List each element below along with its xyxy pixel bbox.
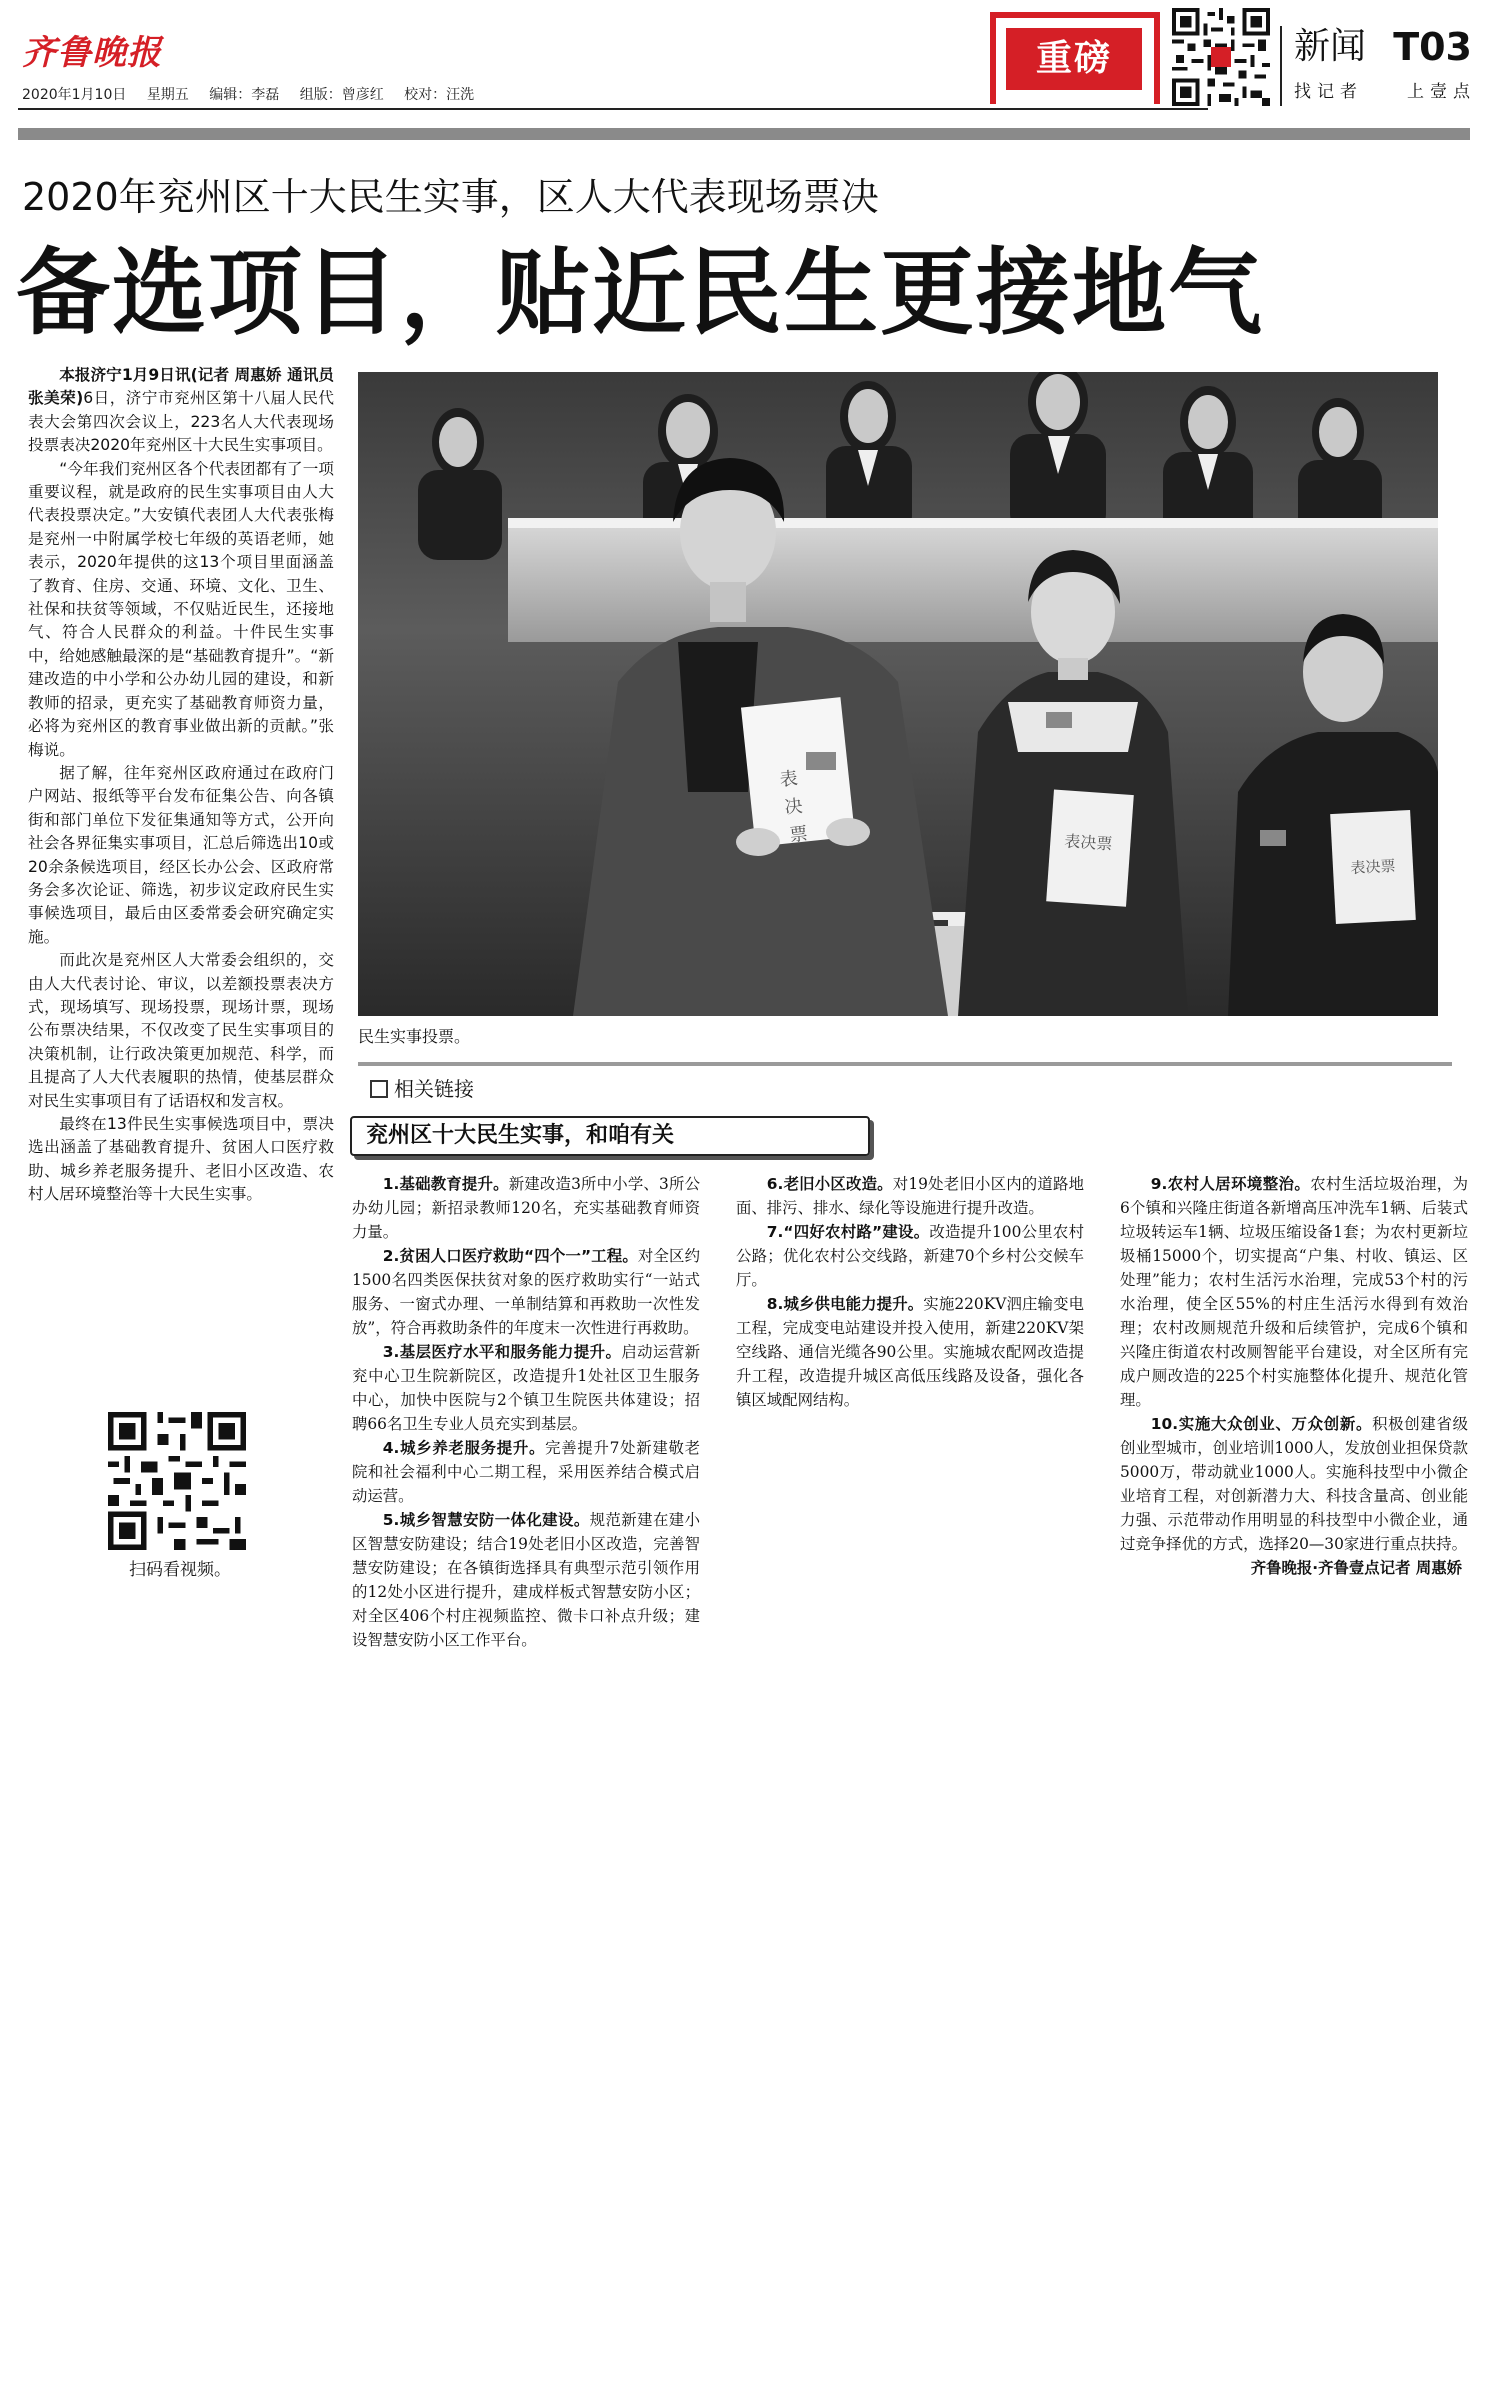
newspaper-logo: 齐鲁晚报 xyxy=(22,33,162,73)
article-paragraph: 而此次是兖州区人大常委会组织的，交由人大代表讨论、审议，以差额投票表决方式，现场填写、现场投票，现场计票，现场公布票决结果，不仅改变了民生实事项目的决策机制，让行政决策更加规范、科学，而且提高了人大代表履职的热情，使基层群众对民生实事项目有了话语权和发言权。 xyxy=(28,951,334,1110)
video-qr-code-icon[interactable] xyxy=(108,1412,246,1550)
main-headline: 备选项目，贴近民生更接地气 xyxy=(16,239,1265,348)
article-paragraph: 据了解，往年兖州区政府通过在政府门户网站、报纸等平台发布征集公告、向各镇街和部门单位下发征集通知等方式，公开向社会各界征集实事项目，汇总后筛选出10或20余条候选项目，经区长办公会、区政府常务会多次论证、筛选，初步议定政府民生实事候选项目，最后由区委常委会研究确定实施。 xyxy=(28,763,334,946)
related-links-label xyxy=(370,1074,530,1104)
article-dateline: 本报济宁1月9日讯(记者 周惠娇 通讯员 张美荣) xyxy=(28,366,334,408)
masthead-rule xyxy=(18,108,1208,110)
issue-meta xyxy=(22,82,972,108)
slogan-left: 找记者 xyxy=(1294,82,1363,102)
list-item: 1.基础教育提升。新建改造3所中小学、3所公办幼儿园；新招录教师120名，充实基础教育师资力量。 xyxy=(352,1175,700,1241)
related-box-title: 兖州区十大民生实事，和咱有关 xyxy=(350,1116,870,1156)
related-divider xyxy=(358,1062,1452,1066)
layout-credit: 组版：曾彦红 xyxy=(299,87,384,103)
projects-column-2 xyxy=(736,1172,1084,1592)
svg-text:表决票: 表决票 xyxy=(1350,856,1396,878)
article-body xyxy=(28,364,334,1384)
list-item: 3.基层医疗水平和服务能力提升。启动运营新兖中心卫生院新院区，改造提升1处社区卫生服务中心，加快中医院与2个镇卫生院医共体建设；招聘66名卫生专业人员充实到基层。 xyxy=(352,1343,700,1433)
svg-text:决: 决 xyxy=(783,795,804,819)
page-number: T03 xyxy=(1393,25,1472,69)
qr-code-icon xyxy=(1172,8,1270,106)
square-icon xyxy=(370,1080,388,1098)
section-badge: 重磅 xyxy=(1006,28,1142,90)
article-paragraph: 最终在13件民生实事候选项目中，票决选出涵盖了基础教育提升、贫困人口医疗救助、城乡养老服务提升、老旧小区改造、农村人居环境整治等十大民生实事。 xyxy=(28,1115,334,1204)
kicker-headline: 2020年兖州区十大民生实事，区人大代表现场票决 xyxy=(22,175,879,219)
list-item: 4.城乡养老服务提升。完善提升7处新建敬老院和社会福利中心二期工程，采用医养结合模式启动运营。 xyxy=(352,1439,700,1505)
slogan-right: 上壹点 xyxy=(1407,82,1476,102)
list-item: 2.贫困人口医疗救助“四个一”工程。对全区约1500名四类医保扶贫对象的医疗救助实行“一站式服务、一窗式办理、一单制结算和再救助一次性发放”，符合再救助条件的年度末一次性进行再救助。 xyxy=(352,1247,700,1337)
svg-text:票: 票 xyxy=(788,823,809,847)
issue-weekday: 星期五 xyxy=(146,87,189,103)
article-paragraph: “今年我们兖州区各个代表团都有了一项重要议程，就是政府的民生实事项目由人大代表投票决定。”大安镇代表团人大代表张梅是兖州一中附属学校七年级的英语老师，她表示，2020年提供的这13个项目里面涵盖了教育、住房、交通、环境、文化、卫生、社保和扶贫等领域，不仅贴近民生，还接地气、符合人民群众的利益。十件民生实事中，给她感触最深的是“基础教育提升”。“新建改造的中小学和公办幼儿园的建设，和新教师的招录，更充实了基础教育师资力量，必将为兖州区的教育事业做出新的贡献。”张梅说。 xyxy=(28,459,334,759)
article-lead-text: 6日，济宁市兖州区第十八届人民代表大会第四次会议上，223名人大代表现场投票表决2020年兖州区十大民生实事项目。 xyxy=(28,389,334,455)
editor-credit: 编辑：李磊 xyxy=(209,87,280,103)
related-links-text: 相关链接 xyxy=(394,1077,474,1101)
list-item: 6.老旧小区改造。对19处老旧小区内的道路地面、排污、排水、绿化等设施进行提升改造。 xyxy=(736,1175,1084,1217)
proof-credit: 校对：汪洗 xyxy=(404,87,475,103)
reporter-byline: 齐鲁晚报·齐鲁壹点记者 周惠娇 xyxy=(1250,1559,1462,1577)
projects-column-1 xyxy=(352,1172,700,1649)
photo-caption: 民生实事投票。 xyxy=(358,1027,471,1046)
masthead-divider xyxy=(1280,26,1282,106)
projects-column-3 xyxy=(1120,1172,1468,1592)
list-item: 5.城乡智慧安防一体化建设。规范新建在建小区智慧安防建设；结合19处老旧小区改造，完善智慧安防建设；在各镇街选择具有典型示范引领作用的12处小区进行提升，建成样板式智慧安防小区；对全区406个村庄视频监控、微卡口补点升级；建设智慧安防小区工作平台。 xyxy=(352,1511,700,1649)
svg-text:表: 表 xyxy=(778,768,799,791)
article-lead xyxy=(28,364,334,458)
list-item: 9.农村人居环境整治。农村生活垃圾治理，为6个镇和兴隆庄街道各新增高压冲洗车1辆、后装式垃圾转运车1辆、垃圾压缩设备1套；为农村更新垃圾桶15000个，切实提高“户集、村收、镇运、区处理”能力；农村生活污水治理，完成53个村的污水治理，使全区55%的村庄生活污水得到有效治理；农村改厕规范升级和后续管护，完成6个镇和兴隆庄街道农村改厕智能平台建设，对全区所有完成户厕改造的225个村实施整体化提升、规范化管理。 xyxy=(1120,1175,1468,1409)
section-name: 新闻 xyxy=(1294,26,1367,67)
svg-text:表决票: 表决票 xyxy=(1063,831,1113,854)
header-gray-band xyxy=(18,128,1470,140)
list-item: 7.“四好农村路”建设。改造提升100公里农村公路；优化农村公交线路，新建70个乡村公交候车厅。 xyxy=(736,1223,1084,1289)
qr-caption: 扫码看视频。 xyxy=(129,1560,231,1580)
news-photo xyxy=(358,372,1438,1016)
list-item: 10.实施大众创业、万众创新。积极创建省级创业型城市，创业培训1000人，发放创业担保贷款5000万，带动就业1000人。实施科技型中小微企业培育工程，对创新潜力大、科技含量高、创业能力强、示范带动作用明显的科技型中小微企业，通过竞争择优的方式，选择20—30家进行重点扶持。 xyxy=(1120,1415,1468,1553)
issue-date: 2020年1月10日 xyxy=(22,87,127,103)
list-item: 8.城乡供电能力提升。实施220KV泗庄输变电工程，完成变电站建设并投入使用，新建220KV架空线路、通信光缆各90公里。实施城农配网改造提升工程，改造提升城区高低压线路及设备，强化各镇区域配网结构。 xyxy=(736,1295,1084,1409)
